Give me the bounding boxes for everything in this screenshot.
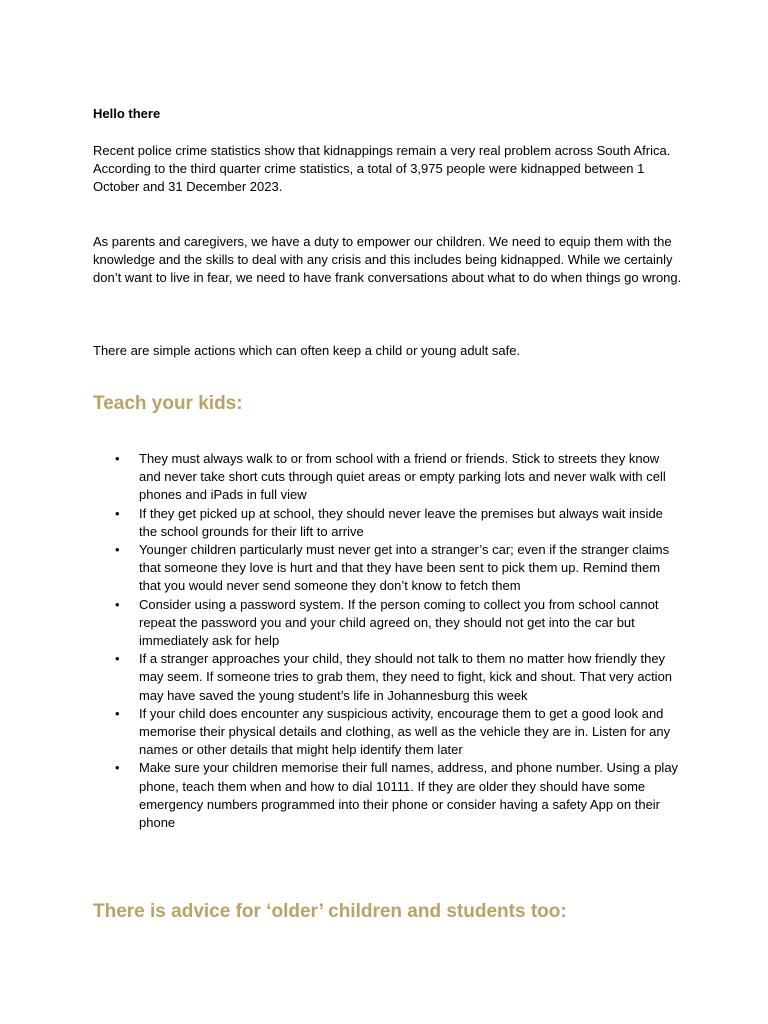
paragraph-crime-statistics: Recent police crime statistics show that kidnappings remain a very real problem across South Africa. According to the third quarter crime statistics, a total of 3,975 people were kidnapped between 1 October and 31 December 2023. [93, 143, 671, 195]
bullet-icon: • [115, 651, 120, 667]
bullet-icon: • [115, 451, 120, 466]
list-item-text: Consider using a password system. If the person coming to collect you from school cannot repeat the password you and your child agreed on, they should not get into the car but immediately ask for help [139, 596, 659, 649]
list-item-text: Younger children particularly must never get into a stranger’s car; even if the stranger claims that someone they love is hurt and that they have been sent to pick them up. Remind them that you would never send someone they don’t know to fetch them [139, 542, 670, 594]
bullet-icon: • [115, 705, 120, 721]
paragraph-parents-duty: As parents and caregivers, we have a duty to empower our children. We need to equip them with the knowledge and the skills to deal with any crisis and this includes being kidnapped. While we certainly don’t want to live in fear, we need to have frank conversations about what to do when things go wrong. [93, 234, 682, 286]
section-heading-older-children: There is advice for ‘older’ children and students too: [93, 901, 567, 922]
bullet-icon: • [115, 596, 120, 612]
bullet-icon: • [115, 760, 120, 776]
section-heading-teach-your-kids: Teach your kids: [93, 393, 243, 414]
list-item [93, 596, 683, 651]
list-item [93, 705, 683, 760]
paragraph-simple-actions: There are simple actions which can often keep a child or young adult safe. [93, 343, 521, 358]
list-item-text: They must always walk to or from school with a friend or friends. Stick to streets they know and never take short cuts through quiet areas or empty parking lots and never walk with cell phones and iPads in full view [139, 451, 666, 503]
bullet-icon: • [115, 505, 120, 521]
list-item-text: If they get picked up at school, they should never leave the premises but always wait inside the school grounds for their lift to arrive [139, 505, 663, 539]
list-item [93, 650, 683, 705]
list-item-text: If a stranger approaches your child, they should not talk to them no matter how friendly they may seem. If someone tries to grab them, they need to fight, kick and shout. That very action may have saved the young student’s life in Johannesburg this week [139, 651, 673, 703]
list-item [93, 450, 683, 505]
list-item-text: If your child does encounter any suspicious activity, encourage them to get a good look and memorise their physical details and clothing, as well as the vehicle they are in. Listen for any names or other details that might help identify them later [139, 705, 671, 758]
bullet-list-teach-your-kids [93, 450, 683, 832]
greeting: Hello there [93, 106, 161, 121]
list-item-text: Make sure your children memorise their full names, address, and phone number. Using a play phone, teach them when and how to dial 10111. If they are older they should have some emergency numbers programmed into their phone or consider having a safety App on their phone [139, 760, 679, 831]
list-item [93, 541, 683, 596]
list-item [93, 759, 683, 832]
list-item [93, 505, 683, 541]
bullet-icon: • [115, 542, 120, 558]
